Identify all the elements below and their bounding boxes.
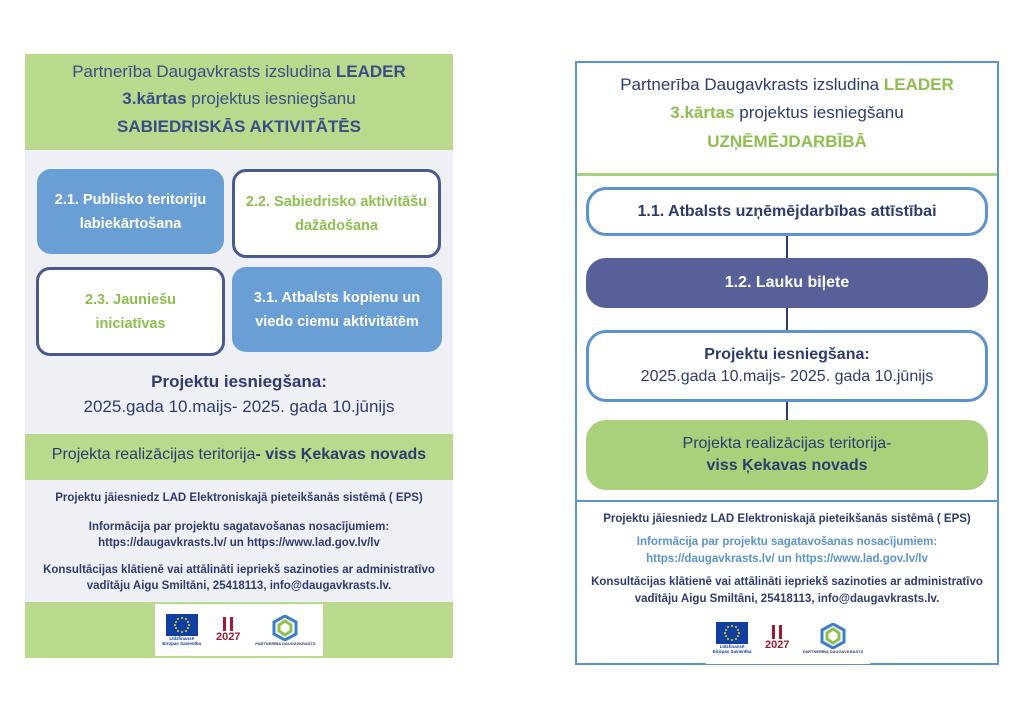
pill-1-2: 1.2. Lauku biļete — [586, 258, 988, 308]
right-info-contact: vadītāju Aigu Smiltāni, 25418113, info@daugavkrasts.lv. — [634, 593, 940, 605]
right-info-divider — [577, 500, 997, 502]
left-territory-label: Projekta realizācijas teritorija — [51, 446, 256, 463]
left-poster — [25, 54, 453, 658]
tile-2-1: 2.1. Publisko teritoriju labiekārtošana — [37, 169, 224, 254]
right-logo-strip — [706, 612, 870, 664]
lv-2027-year: 2027 — [215, 631, 241, 643]
right-info-conditions: Informācija par projektu sagatavošanas nosacījumiem: — [636, 536, 938, 548]
right-territory-area: viss Ķekavas novads — [706, 457, 868, 474]
partnership-hexagon-icon — [272, 615, 298, 641]
right-submission-title: Projektu iesniegšana: — [704, 346, 870, 363]
right-header-line1 — [577, 75, 997, 95]
left-info-links: https://daugavkrasts.lv/ un https://www.lad.gov.lv/lv — [98, 537, 380, 549]
eu-caption-2: Eiropas Savienība — [712, 649, 752, 654]
eu-logo — [162, 614, 201, 646]
right-header-category: UZŅĒMĒJDARBĪBĀ — [707, 132, 867, 151]
eu-flag-icon — [716, 622, 748, 644]
left-info-contact: vadītāju Aigu Smiltāni, 25418113, info@daugavkrasts.lv. — [86, 580, 392, 592]
eu-caption: Līdzfinansē — [719, 644, 745, 649]
left-info-consult: Konsultācijas klātienē vai attālināti iepriekš sazinoties ar administratīvo — [43, 564, 435, 576]
left-logo-strip — [155, 604, 323, 656]
left-territory-area: - viss Ķekavas novads — [255, 446, 427, 463]
lv-2027-logo-right — [765, 625, 789, 651]
left-submission-title: Projektu iesniegšana: — [151, 372, 327, 391]
connector-1 — [786, 236, 788, 258]
left-info-eps: Projektu jāiesniedz LAD Elektroniskajā pieteikšanās sistēmā ( EPS) — [55, 492, 423, 504]
right-header-line2 — [577, 103, 997, 123]
left-header-round: 3.kārtas — [122, 89, 187, 108]
right-header-line2-text: projektus iesniegšanu — [734, 103, 904, 122]
right-header-divider — [577, 173, 997, 176]
partner-caption: PARTNERĪBA DAUGAVKRASTS — [802, 648, 864, 654]
partnership-hexagon-icon — [820, 623, 846, 649]
right-header-leader: LEADER — [883, 75, 954, 94]
left-header-line1 — [25, 62, 453, 82]
left-header-leader: LEADER — [335, 62, 406, 81]
partner-caption: PARTNERĪBA DAUGAVKRASTS — [255, 640, 316, 646]
eu-logo-right — [713, 622, 752, 654]
left-header-line2-text: projektus iesniegšanu — [186, 89, 356, 108]
left-header-line1-text: Partnerība Daugavkrasts izsludina — [72, 62, 336, 81]
right-info-links: https://daugavkrasts.lv/ un https://www.lad.gov.lv/lv — [646, 553, 928, 565]
pill-submission — [586, 330, 988, 402]
connector-3 — [786, 402, 788, 420]
lv-2027-year: 2027 — [764, 639, 790, 651]
pill-1-1: 1.1. Atbalsts uzņēmējdarbības attīstībai — [586, 187, 988, 236]
pill-territory — [586, 420, 988, 490]
partner-logo — [255, 615, 315, 646]
right-poster — [568, 54, 1006, 672]
eu-caption-2: Eiropas Savienība — [162, 641, 202, 646]
right-info-consult: Konsultācijas klātienē vai attālināti iepriekš sazinoties ar administratīvo — [591, 576, 983, 588]
left-header-category: SABIEDRISKĀS AKTIVITĀTĒS — [116, 117, 361, 136]
lv-2027-logo — [216, 617, 240, 643]
left-territory — [25, 446, 453, 464]
right-submission-dates: 2025.gada 10.maijs- 2025. gada 10.jūnijs — [640, 368, 934, 385]
left-header-line2 — [25, 89, 453, 109]
lv-flag-bars-icon — [220, 617, 236, 631]
right-info-eps: Projektu jāiesniedz LAD Elektroniskajā pieteikšanās sistēmā ( EPS) — [603, 513, 971, 525]
left-info-conditions: Informācija par projektu sagatavošanas nosacījumiem: — [88, 521, 390, 533]
eu-caption: Līdzfinansē — [169, 636, 195, 641]
right-header-line1-text: Partnerība Daugavkrasts izsludina — [620, 75, 884, 94]
eu-flag-icon — [166, 614, 198, 636]
tile-3-1: 3.1. Atbalsts kopienu un viedo ciemu aktivitātēm — [232, 267, 442, 352]
lv-flag-bars-icon — [769, 625, 785, 639]
right-header-round: 3.kārtas — [670, 103, 735, 122]
right-territory-label: Projekta realizācijas teritorija- — [682, 435, 892, 452]
tile-2-3: 2.3. Jauniešu iniciatīvas — [36, 267, 225, 356]
tile-2-2: 2.2. Sabiedrisko aktivitāšu dažādošana — [232, 169, 441, 258]
connector-2 — [786, 308, 788, 330]
partner-logo-right — [803, 623, 863, 654]
left-submission-dates: 2025.gada 10.maijs- 2025. gada 10.jūnijs — [83, 397, 395, 416]
